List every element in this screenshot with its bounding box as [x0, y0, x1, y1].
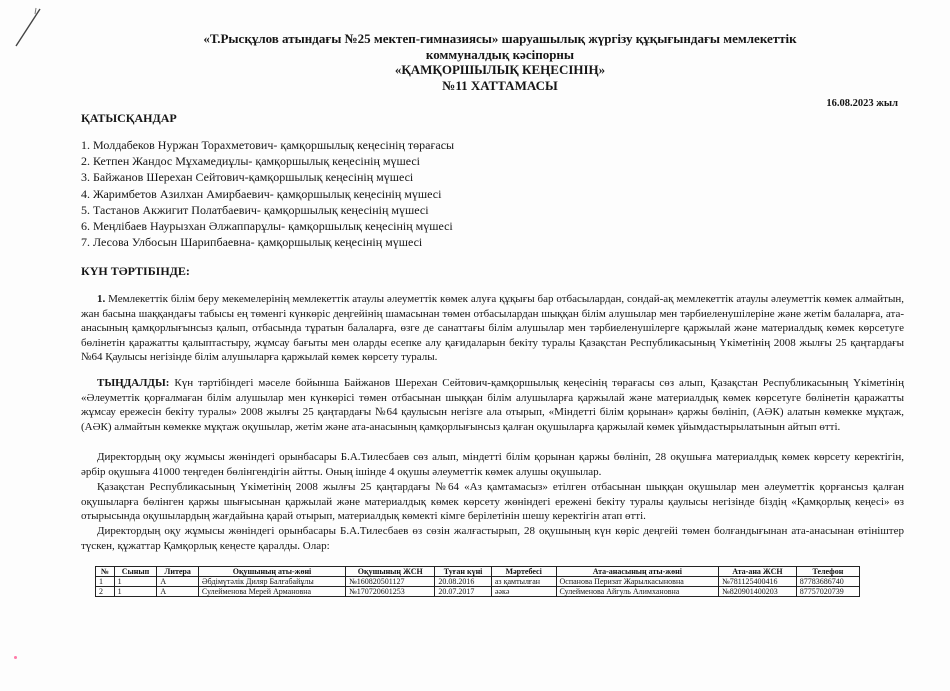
participants-title: ҚАТЫСҚАНДАР: [81, 111, 177, 125]
deputy-paragraph: [81, 450, 904, 479]
table-cell: №170720601253: [346, 587, 435, 597]
table-cell: №781125400416: [719, 577, 797, 587]
member-item: 2. Кетпен Жандос Мұхамедиұлы- қамқоршылық кеңесінің мүшесі: [81, 154, 421, 169]
header-line-4: №11 ХАТТАМАСЫ: [442, 77, 558, 93]
listened-paragraph: [81, 376, 904, 434]
table-cell: А: [157, 587, 199, 597]
table-cell: 1: [114, 577, 157, 587]
table-cell: Сулейменова Мерей Армановна: [198, 587, 345, 597]
table-cell: 20.08.2016: [435, 577, 492, 587]
agenda-paragraph: [81, 292, 904, 365]
column-header: Ата-анасының аты-жөні: [556, 567, 719, 577]
listened-label: ТЫҢДАЛДЫ:: [97, 377, 170, 389]
table-cell: 2: [96, 587, 115, 597]
table-cell: аз қамтылған: [491, 577, 556, 587]
table-cell: әәкә: [491, 587, 556, 597]
agenda-item-number: 1.: [97, 293, 106, 305]
table-cell: 1: [114, 587, 157, 597]
column-header: Телефон: [796, 567, 859, 577]
document-date: 16.08.2023 жыл: [826, 98, 898, 109]
regulation-paragraph: [81, 480, 904, 524]
column-header: Ата-ана ЖСН: [719, 567, 797, 577]
header-line-2: коммуналдық кәсіпорны: [425, 46, 575, 62]
students-table: [95, 566, 860, 597]
pen-stroke-mark: [13, 6, 43, 50]
scan-artifact-dot: [14, 656, 17, 659]
table-cell: №820901400203: [719, 587, 797, 597]
agenda-item-text: Мемлекеттік білім беру мекемелерінің мемлекеттік атаулы әлеуметтік көмек алуға құқығы бар отбасылардан, сондай-ақ мемлекеттік атаулы әлеуметтік көмек алмайтын, жан басына шаққандағы табысы ең төменгі күнкөріс деңгейінің шамасынан төмен отбасылардан шыққан білім алушылар мен тәрбиеленушілеріне және жетім балаларға, ата-анасының қамқорлығынсыз қалып, отбасында тұратын балаларға, өзге де санаттағы білім алушылар мен тәрбиеленушілерге қаржылай және материалдық көмек көрсетуге бөлінетін қаражатты қалыптастыру, жұмсау бағыты мен оларды есепке алу қағидаларын бекіту туралы Қазақстан Республикасының Үкіметінің 2008 жылғы 25 қаңтардағы №64 Қаулысы негізінде білім алушыларға қаржылай көмек көрсету туралы.: [81, 293, 904, 364]
member-item: 5. Тастанов Акжигит Полатбаевич- қамқоршылық кеңесінің мүшесі: [81, 202, 429, 217]
continuation-paragraph: [81, 524, 904, 553]
member-item: 4. Жаримбетов Азилхан Амирбаевич- қамқоршылық кеңесінің мүшесі: [81, 186, 442, 201]
member-item: 3. Байжанов Шерехан Сейтович-қамқоршылық кеңесінің мүшесі: [81, 170, 414, 185]
table-cell: Әбдімүтәлік Диляр Балғабайұлы: [198, 577, 345, 587]
member-item: 7. Лесова Улбосын Шарипбаевна- қамқоршылық кеңесінің мүшесі: [81, 235, 423, 250]
members-list: [81, 137, 454, 250]
column-header: №: [96, 567, 115, 577]
table-cell: Сулейменова Айгуль Алимхановна: [556, 587, 719, 597]
header-line-3: «ҚАМҚОРШЫЛЫҚ КЕҢЕСІНІҢ»: [394, 62, 606, 77]
table-cell: 87757020739: [796, 587, 859, 597]
table-cell: 20.07.2017: [435, 587, 492, 597]
table-cell: А: [157, 577, 199, 587]
table-header-row: [96, 567, 860, 577]
column-header: Оқушының ЖСН: [346, 567, 435, 577]
column-header: Сынып: [114, 567, 157, 577]
document-header: [110, 31, 890, 93]
column-header: Литера: [157, 567, 199, 577]
continuation-text: Директордың оқу жұмысы жөніндегі орынбасары Б.А.Тилесбаев өз сөзін жалғастырып, 28 оқушының күн көріс деңгейі төмен болғандығынан ата-анасынан өтініштер түскен, құжаттар Қамқорлық кеңесте қаралды. Олар:: [81, 525, 904, 552]
listened-text: Күн тәртібіндегі мәселе бойынша Байжанов Шерехан Сейтович-қамқоршылық кеңесінің төрағасы сөз алып, Қазақстан Республикасының Үкіметінің «Әлеуметтік қорғалмаған білім алушылар мен күнкөрісі төмен отбасынан шыққан білім алушыларға қаржылай және материалдық көмек көрсетуге бөлінетін қаражатты жұмсау ережесін бекіту туралы» 2008 жылғы 25 қаңтардағы №64 қаулысын негізге ала отырып, «Міндетті білім қорынан» қаржы бөлініп, (АӘК) алатын көмекке мұқтаж, (АӘК) алмайтын көмекке мұқтаж оқушылар, жетім және ата-анасының қамқорлығынсыз қалған оқушыларға қаржылай көмек ұйымдастырылатынын айтып өтті.: [81, 377, 904, 433]
column-header: Оқушының аты-жөні: [198, 567, 345, 577]
table-cell: 87783686740: [796, 577, 859, 587]
table-cell: №160820501127: [346, 577, 435, 587]
header-line-1: «Т.Рысқұлов атындағы №25 мектеп-гимназиясы» шаруашылық жүргізу құқығындағы мемлекеттік: [203, 31, 797, 46]
deputy-text: Директордың оқу жұмысы жөніндегі орынбасары Б.А.Тилесбаев сөз алып, міндетті білім қорынан қаржы бөлініп, 28 оқушыға материалдық көмек көрсету керектігін, әрбір оқушыға 41000 теңгеден бөлінгендігін айтты. Оның ішінде 4 оқушы әлеуметтік көмек алушы оқушылар.: [81, 451, 904, 478]
table-row: [96, 577, 860, 587]
table-cell: 1: [96, 577, 115, 587]
table-row: [96, 587, 860, 597]
regulation-text: Қазақстан Республикасының Үкіметінің 2008 жылғы 25 қаңтардағы №64 «Аз қамтамасыз» етілген отбасынан шыққан оқушылар мен әлеуметтік қорғансыз қалған оқушыларға бөлінген қаржы шығысынан қаржылай және материалдық көмек көрсету жөніндегі ережені бекіту туралы қаулысы негізінде біздің «Қамқорлық кеңесі» өз отырысында оқушылардың жағдайына қарай отырып, материалдық көмекті кімге берілетінін шешу керектігін атап өтті.: [81, 481, 904, 523]
member-item: 6. Меңлібаев Наурызхан Әлжаппарұлы- қамқоршылық кеңесінің мүшесі: [81, 219, 453, 234]
column-header: Мәртебесі: [491, 567, 556, 577]
table-cell: Оспанова Перизат Жарылкасыновна: [556, 577, 719, 587]
member-item: 1. Молдабеков Нуржан Торахметович- қамқоршылық кеңесінің төрағасы: [81, 138, 455, 152]
agenda-title: КҮН ТӘРТІБІНДЕ:: [81, 264, 190, 278]
column-header: Туған күні: [435, 567, 492, 577]
